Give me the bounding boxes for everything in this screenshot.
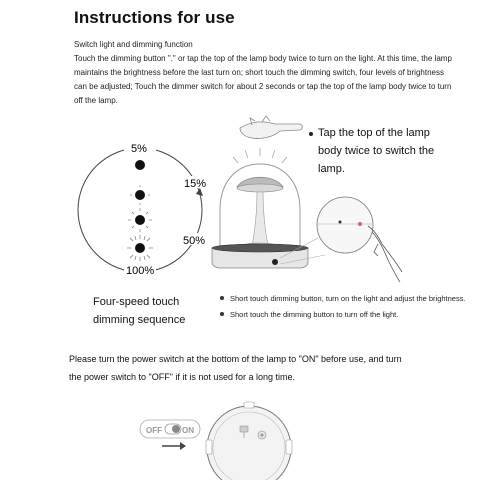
dim-dot-100 <box>135 243 145 253</box>
note-text: Short touch the dimming button to turn off the light. <box>230 310 399 319</box>
power-switch-icon <box>140 420 200 450</box>
hand-tap-icon <box>240 116 302 139</box>
level-label-100: 100% <box>126 265 155 277</box>
dimming-sequence-caption: Four-speed touch dimming sequence <box>93 296 186 326</box>
note-item <box>220 310 470 319</box>
tap-instruction-text: Tap the top of the lamp body twice to switch the lamp. <box>318 127 435 175</box>
switch-on-label: ON <box>182 426 194 435</box>
page-title: Instructions for use <box>74 8 235 27</box>
instructions-paragraph: Touch the dimming button "." or tap the top of the lamp body twice to turn on the light. At this time, the lamp maintains the brightness before the last turn on; short touch the dimming switch, four levels of brightness can be adjusted; Touch the dimmer switch for about 2 seconds or tap the top of the lamp body twice to turn off the lamp. <box>74 54 452 105</box>
switch-off-label: OFF <box>146 426 162 435</box>
lamp-base-illustration <box>206 402 292 480</box>
light-rays <box>233 148 287 163</box>
section-subtitle: Switch light and dimming function <box>74 40 193 49</box>
note-text: Short touch dimming button, turn on the light and adjust the brightness. <box>230 294 466 303</box>
dimming-cycle <box>78 141 211 277</box>
dim-dot-15 <box>135 190 145 200</box>
tap-instruction <box>318 124 448 178</box>
dim-dot-5 <box>135 160 145 170</box>
button-notes <box>220 294 470 326</box>
bullet-icon <box>220 296 224 300</box>
bullet-icon <box>220 312 224 316</box>
dim-dot-50 <box>135 215 145 225</box>
finger-touch-icon <box>368 226 402 282</box>
note-item <box>220 294 470 303</box>
lamp-illustration <box>212 164 308 268</box>
power-switch-note: Please turn the power switch at the bottom of the lamp to "ON" before use, and turn the power switch to "OFF" if it is not used for a long time. <box>69 354 402 382</box>
bullet-icon <box>309 132 313 136</box>
level-label-50: 50% <box>183 235 206 247</box>
level-label-5: 5% <box>131 143 147 155</box>
level-label-15: 15% <box>184 178 207 190</box>
